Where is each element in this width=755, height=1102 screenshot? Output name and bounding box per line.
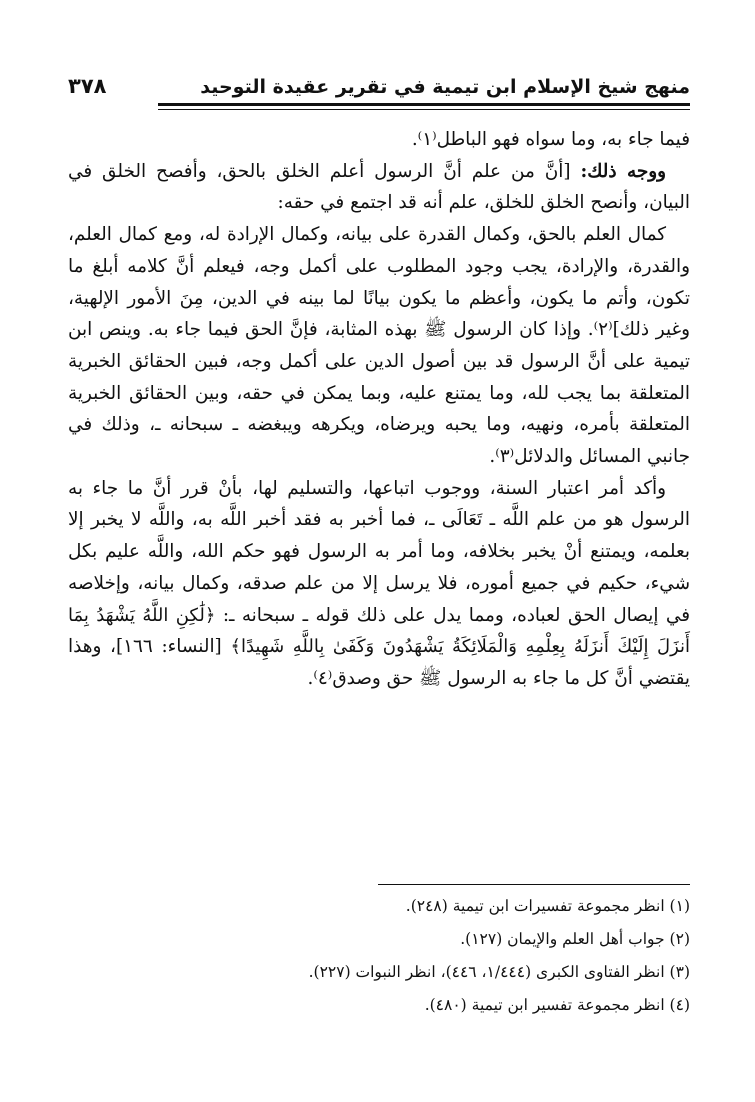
- running-title: منهج شيخ الإسلام ابن تيمية في تقرير عقيدة التوحيد: [200, 76, 690, 98]
- paragraph-2-lead: ووجه ذلك:: [580, 160, 666, 182]
- footnote-1: (١) انظر مجموعة تفسيرات ابن تيمية (٢٤٨).: [405, 897, 690, 915]
- paragraph-4-end: ، وهذا يقتضي أنَّ كل ما جاء به الرسول ﷺ حق وصدق⁽٤⁾.: [68, 636, 690, 689]
- paragraph-4: [68, 473, 690, 695]
- footnote-list: [68, 890, 690, 1022]
- footnote-2: (٢) جواب أهل العلم والإيمان (١٢٧).: [460, 930, 690, 948]
- paragraph-2-text: [أنَّ من علم أنَّ الرسول أعلم الخلق بالحق، وأفصح الخلق في البيان، وأنصح الخلق للخلق، علم أنه قد اجتمع في حقه:: [68, 160, 690, 214]
- paragraph-4-text: وأكد أمر اعتبار السنة، ووجوب اتباعها، والتسليم لها، بأنْ قرر أنَّ ما جاء به الرسول هو من علم اللَّه ـ تَعَالَى ـ، فما أخبر به فقد أخبر اللَّه به، واللَّه لا يخبر إلا بعلمه، ويمتنع أنْ يخبر بخلافه، وما أمر به الرسول فهو حكم الله، واللَّه عليم بكل شيء، حكيم في جميع أموره، فلا يرسل إلا من علم صدقه، وكمال بيانه، وإخلاصه في إيصال الحق لعباده، ومما يدل على ذلك قوله ـ سبحانه ـ:: [68, 477, 690, 626]
- page-header: [68, 72, 690, 116]
- quran-verse: ﴿لَٰكِنِ اللَّهُ يَشْهَدُ بِمَا أَنزَلَ إِلَيْكَ أَنزَلَهُ بِعِلْمِهِ وَالْمَلَائِكَةُ يَشْهَدُونَ وَكَفَىٰ بِاللَّهِ شَهِيدًا﴾: [68, 604, 691, 658]
- footnote-separator: [378, 884, 690, 885]
- header-rule-thick: [158, 103, 690, 106]
- footnote-3: (٣) انظر الفتاوى الكبرى (١/٤٤٤، ٤٤٦)، انظر النبوات (٢٢٧).: [308, 963, 690, 981]
- paragraph-1: فيما جاء به، وما سواه فهو الباطل⁽١⁾.: [411, 129, 690, 150]
- paragraph-3: كمال العلم بالحق، وكمال القدرة على بيانه، وكمال الإرادة له، ومع كمال العلم، والقدرة، والإرادة، يجب وجود المطلوب على أكمل وجه، فيعلم أنَّ كلامه أبلغ ما تكون، وأتم ما يكون، وأعظم ما يكون بيانًا لما بينه في الدين، مِنَ الأمور الإلهية، وغير ذلك]⁽٢⁾. وإذا كان الرسول ﷺ بهذه المثابة، فإنَّ الحق فيما جاء به. وينص ابن تيمية على أنَّ الرسول قد بين أصول الدين على أكمل وجه، فبين الحقائق الخبرية المتعلقة بما يجب لله، وما يمتنع عليه، وبما يمكن في حقه، وبين الحقائق الخبرية المتعلقة بأمره، ونهيه، وما يحبه ويرضاه، ويكرهه ويبغضه ـ سبحانه ـ، وذلك في جانبي المسائل والدلائل⁽٣⁾.: [68, 224, 690, 468]
- footnote-4: (٤) انظر مجموعة تفسير ابن تيمية (٤٨٠).: [424, 996, 690, 1014]
- paragraph-2: [68, 156, 690, 219]
- header-rule-thin: [158, 109, 690, 110]
- page-number: ٣٧٨: [68, 74, 107, 98]
- verse-reference: [النساء: ١٦٦]: [115, 636, 231, 658]
- main-text: [68, 124, 690, 695]
